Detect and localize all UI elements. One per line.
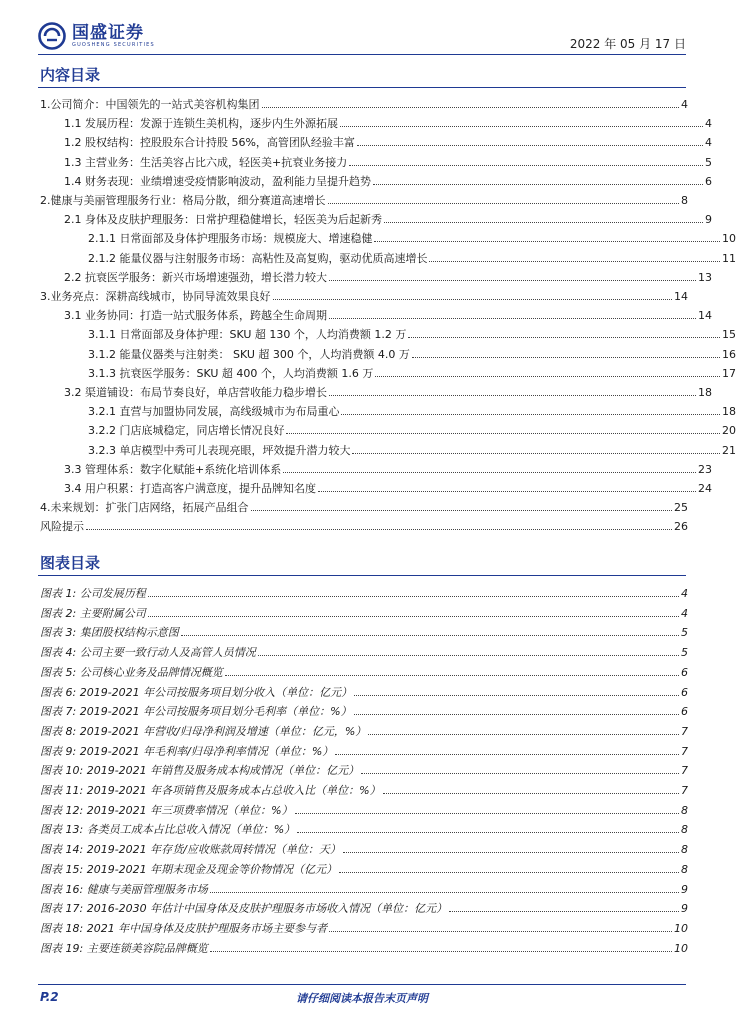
figure-entry[interactable] [38,798,688,817]
toc-dot-leader [251,510,673,511]
figure-entry-label: 图表 2: 主要附属公司 [40,606,146,620]
figure-entry-label: 图表 16: 健康与美丽管理服务市场 [40,882,208,896]
figure-entry-page: 9 [681,882,688,896]
brand-name-en: GUOSHENG SECURITIES [72,41,155,48]
figure-entry-label: 图表 19: 主要连锁美容院品牌概览 [40,941,208,955]
footer-rule [38,984,686,985]
figure-entry[interactable] [38,699,688,718]
toc-dot-leader [412,357,720,358]
figure-dot-leader [148,596,679,597]
toc-entry[interactable] [38,342,736,361]
figure-dot-leader [383,793,679,794]
figure-entry[interactable] [38,837,688,856]
toc-dot-leader [374,241,720,242]
figure-dot-leader [339,872,679,873]
toc-entry-label: 3.3 管理体系：数字化赋能+系统化培训体系 [64,462,282,476]
figure-dot-leader [225,675,679,676]
toc-entry-page: 8 [681,194,688,207]
toc-entry-label: 4.未来规划：扩张门店网络，拓展产品组合 [40,501,249,515]
toc-entry-page: 10 [722,232,736,246]
toc-entry-page: 20 [722,424,736,438]
toc-entry-label: 风险提示 [40,520,84,534]
toc-entry[interactable] [38,207,712,226]
figure-entry[interactable] [38,660,688,679]
toc-entry-page: 13 [698,270,712,284]
toc-entry-label: 2.1.1 日常面部及身体护理服务市场：规模庞大、增速稳健 [88,232,373,246]
toc-title: 内容目录 [40,66,101,84]
toc-entry-page: 23 [698,462,712,476]
toc-entry-page: 14 [674,290,688,303]
figure-dot-leader [354,695,679,696]
toc-entry[interactable] [38,226,736,245]
toc-entry[interactable] [38,399,736,418]
toc-entry[interactable] [38,361,736,380]
toc-entry-label: 3.1.1 日常面部及身体护理：SKU 超 130 个，人均消费额 1.2 万 [88,328,407,342]
figure-entry-label: 图表 13: 各类员工成本占比总收入情况（单位：%） [40,823,296,837]
toc-entry[interactable] [38,495,688,514]
figure-dot-leader [210,951,672,952]
toc-entry-page: 18 [698,386,712,399]
toc-entry-label: 2.健康与美丽管理服务行业：格局分散，细分赛道高速增长 [40,194,326,207]
toc-entry-label: 3.2.3 单店模型中秀可儿表现亮眼，坪效提升潜力较大 [88,443,351,457]
toc-entry[interactable] [38,188,688,207]
toc-entry[interactable] [38,265,712,284]
toc-entry[interactable] [38,169,712,188]
figure-entry-page: 7 [681,744,688,758]
toc-entry-page: 9 [705,213,712,227]
figure-entry-page: 7 [681,784,688,797]
figure-dot-leader [210,892,679,893]
toc-dot-leader [408,337,720,338]
toc-entry[interactable] [38,418,736,437]
figure-dot-leader [148,616,679,617]
toc-entry-page: 6 [705,174,712,188]
figure-entry-page: 10 [674,921,688,935]
toc-dot-leader [328,203,680,204]
toc-entry-label: 3.1.2 能量仪器类与注射类： SKU 超 300 个，人均消费额 4.0 万 [88,347,410,361]
toc-dot-leader [286,433,720,434]
toc-dot-leader [352,453,720,454]
toc-entry-page: 25 [674,501,688,515]
figure-entry[interactable] [38,739,688,758]
toc-entry-page: 14 [698,309,712,323]
figure-dot-leader [361,773,679,774]
figure-dot-leader [297,832,679,833]
figure-entry[interactable] [38,758,688,777]
figure-dot-leader [354,714,679,715]
toc-entry[interactable] [38,438,736,457]
toc-entry-page: 4 [681,98,688,111]
figure-entry-page: 5 [681,626,688,640]
figure-entry-page: 6 [681,705,688,719]
figure-dot-leader [329,931,672,932]
toc-entry[interactable] [38,303,712,322]
toc-entry-label: 3.业务亮点：深耕高线城市，协同导流效果良好 [40,290,271,303]
figure-entry-label: 图表 8: 2019-2021 年营收/归母净利润及增速（单位：亿元，%） [40,724,367,738]
figure-entry-page: 4 [681,587,688,600]
toc-dot-leader [329,280,696,281]
figure-entry[interactable] [38,719,688,738]
toc-entry-label: 3.2.1 直营与加盟协同发展，高线级城市为布局重心 [88,405,340,419]
toc-entry-label: 1.公司简介：中国领先的一站式美容机构集团 [40,98,260,111]
figures-title-rule [38,575,686,576]
figure-entry-page: 6 [681,665,688,679]
page-number: P.2 [40,990,59,1004]
toc-dot-leader [262,107,680,108]
figure-entry-page: 5 [681,646,688,660]
toc-entry[interactable] [38,322,736,341]
figure-entry[interactable] [38,601,688,620]
toc-entry-page: 21 [722,443,736,457]
figure-entry-page: 4 [681,606,688,620]
toc-entry-label: 2.1.2 能量仪器与注射服务市场：高粘性及高复购，驱动优质高速增长 [88,251,428,265]
toc-dot-leader [283,472,696,473]
toc-entry-page: 11 [722,251,736,265]
toc-entry[interactable] [38,476,712,495]
figure-entry[interactable] [38,778,688,797]
toc-entry-label: 1.3 主营业务：生活美容占比六成，轻医美+抗衰业务接力 [64,155,348,169]
toc-entry-page: 4 [705,136,712,150]
toc-entry[interactable] [38,92,688,111]
logo-mark-icon [38,22,66,50]
toc-entry[interactable] [38,130,712,149]
figure-entry-page: 8 [681,803,688,817]
figure-dot-leader [258,655,679,656]
toc-entry[interactable] [38,380,712,399]
figure-entry[interactable] [38,857,688,876]
figure-entry-page: 9 [681,902,688,916]
figure-entry-label: 图表 5: 公司核心业务及品牌情况概览 [40,665,223,679]
figure-entry-label: 图表 4: 公司主要一致行动人及高管人员情况 [40,646,256,660]
figure-entry-label: 图表 3: 集团股权结构示意图 [40,626,179,640]
toc-entry-page: 15 [722,328,736,342]
footer-disclaimer-note: 请仔细阅读本报告末页声明 [296,992,428,1005]
toc-dot-leader [373,184,703,185]
toc-entry-page: 16 [722,347,736,361]
figure-entry[interactable] [38,936,688,955]
toc-entry-label: 2.2 抗衰医学服务：新兴市场增速强劲，增长潜力较大 [64,270,327,284]
figure-entry[interactable] [38,640,688,659]
toc-entry-label: 3.1 业务协同：打造一站式服务体系，跨越全生命周期 [64,309,327,323]
toc-dot-leader [375,376,720,377]
figure-dot-leader [295,813,679,814]
figure-entry-label: 图表 15: 2019-2021 年期末现金及现金等价物情况（亿元） [40,862,338,876]
figure-dot-leader [343,852,679,853]
figure-entry-page: 6 [681,685,688,699]
figure-entry-page: 10 [674,941,688,955]
figure-entry[interactable] [38,581,688,600]
toc-dot-leader [340,126,703,127]
toc-entry[interactable] [38,284,688,303]
toc-dot-leader [349,165,703,166]
figure-entry-label: 图表 9: 2019-2021 年毛利率/归母净利率情况（单位：%） [40,744,334,758]
toc-dot-leader [329,318,696,319]
figure-entry-page: 8 [681,823,688,837]
figure-entry-page: 8 [681,862,688,876]
figure-entry-page: 7 [681,724,688,738]
toc-dot-leader [341,414,720,415]
toc-dot-leader [318,491,696,492]
toc-entry[interactable] [38,514,688,533]
figure-entry-label: 图表 11: 2019-2021 年各项销售及服务成本占总收入比（单位：%） [40,784,381,797]
figures-title: 图表目录 [40,554,101,572]
toc-entry[interactable] [38,457,712,476]
figure-entry-label: 图表 12: 2019-2021 年三项费率情况（单位：%） [40,803,293,817]
figure-entry[interactable] [38,896,688,915]
figure-entry[interactable] [38,680,688,699]
toc-entry-label: 3.1.3 抗衰医学服务：SKU 超 400 个，人均消费额 1.6 万 [88,366,374,380]
company-logo [38,22,155,50]
toc-entry-page: 24 [698,482,712,495]
toc-entry-label: 3.4 用户积累：打造高客户满意度，提升品牌知名度 [64,482,316,495]
toc-dot-leader [384,222,703,223]
toc-entry[interactable] [38,111,712,130]
figure-entry[interactable] [38,877,688,896]
figure-entry[interactable] [38,620,688,639]
figure-entry-label: 图表 1: 公司发展历程 [40,587,146,600]
toc-entry[interactable] [38,246,736,265]
toc-entry-label: 1.4 财务表现：业绩增速受疫情影响波动，盈利能力呈提升趋势 [64,174,371,188]
toc-entry-label: 2.1 身体及皮肤护理服务：日常护理稳健增长，轻医美为后起新秀 [64,213,382,227]
toc-entry-label: 1.1 发展历程：发源于连锁生美机构，逐步内生外源拓展 [64,117,338,131]
figure-entry[interactable] [38,916,688,935]
figure-dot-leader [181,635,679,636]
toc-entry[interactable] [38,150,712,169]
figure-entry-label: 图表 6: 2019-2021 年公司按服务项目划分收入（单位：亿元） [40,685,353,699]
figure-entry[interactable] [38,817,688,836]
figure-entry-page: 8 [681,843,688,857]
toc-dot-leader [273,299,673,300]
toc-entry-label: 1.2 股权结构：控股股东合计持股 56%，高管团队经验丰富 [64,136,355,150]
figure-dot-leader [335,754,679,755]
toc-entry-page: 17 [722,366,736,380]
figure-entry-label: 图表 17: 2016-2030 年估计中国身体及皮肤护理服务市场收入情况（单位：亿元） [40,902,448,916]
toc-dot-leader [429,261,720,262]
toc-dot-leader [86,529,672,530]
figure-entry-label: 图表 14: 2019-2021 年存货/应收账款周转情况（单位：天） [40,843,341,857]
toc-entry-page: 26 [674,520,688,534]
report-date: 2022 年 05 月 17 日 [569,37,686,51]
toc-entry-page: 5 [705,155,712,169]
page-header [38,20,686,54]
figure-entry-page: 7 [681,764,688,778]
toc-dot-leader [357,145,703,146]
figure-entry-label: 图表 18: 2021 年中国身体及皮肤护理服务市场主要参与者 [40,921,328,935]
toc-entry-page: 18 [722,405,736,419]
header-rule [38,54,686,55]
toc-entry-label: 3.2 渠道铺设：布局节奏良好，单店营收能力稳步增长 [64,386,327,399]
toc-title-rule [38,87,686,88]
toc-dot-leader [329,395,696,396]
toc-entry-label: 3.2.2 门店底城稳定，同店增长情况良好 [88,424,285,438]
figure-dot-leader [449,911,679,912]
figure-entry-label: 图表 10: 2019-2021 年销售及服务成本构成情况（单位：亿元） [40,764,360,778]
figure-dot-leader [368,734,679,735]
toc-entry-page: 4 [705,117,712,131]
brand-name-cn: 国盛证券 [72,22,144,43]
figure-entry-label: 图表 7: 2019-2021 年公司按服务项目划分毛利率（单位：%） [40,705,352,719]
